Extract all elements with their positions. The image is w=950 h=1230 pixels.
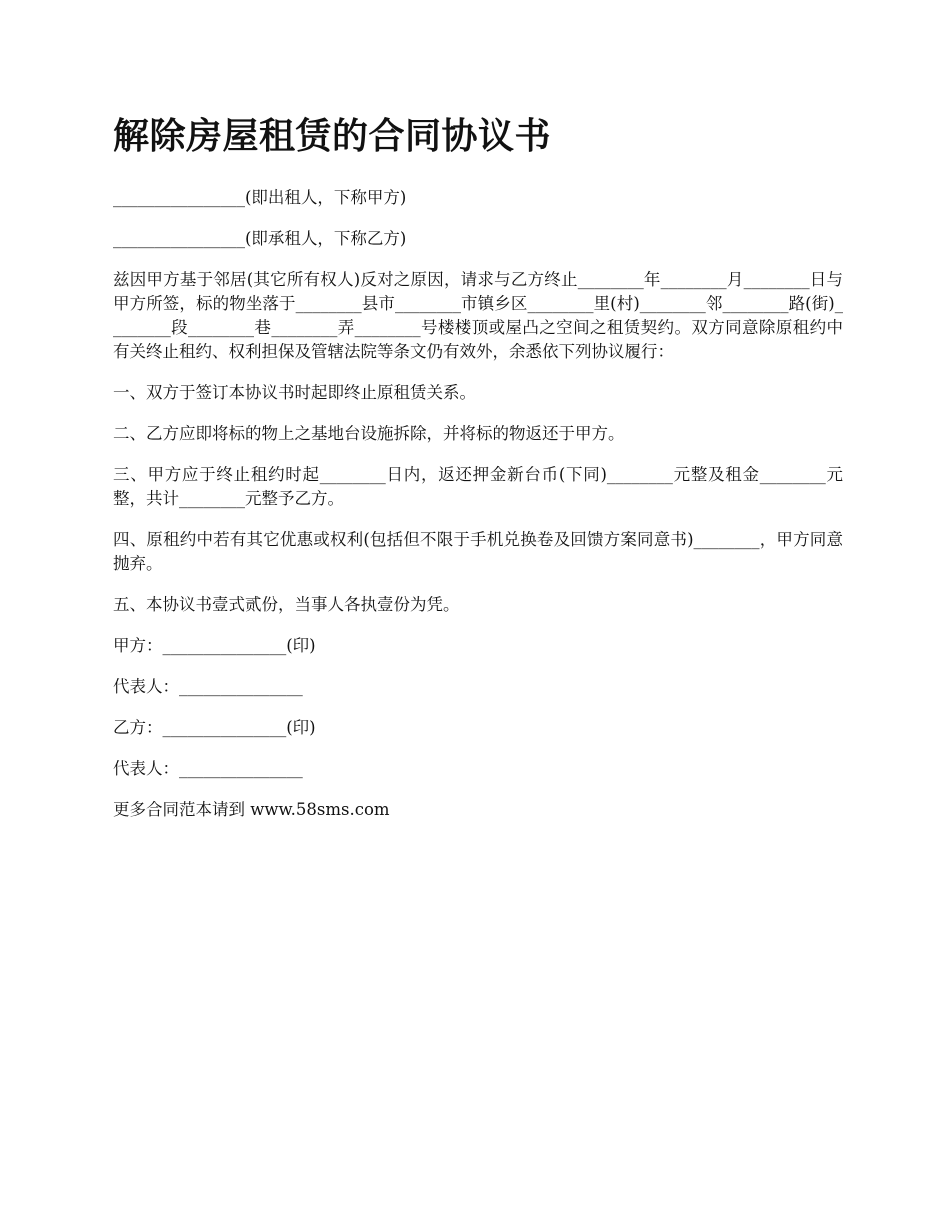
clause-5: 五、本协议书壹式贰份，当事人各执壹份为凭。 (113, 595, 460, 614)
party-a-signature: 甲方：_______________(印) (113, 636, 316, 655)
party-b-representative: 代表人：_______________ (113, 759, 303, 778)
lessor-line: ________________(即出租人，下称甲方) (113, 188, 407, 207)
preamble-paragraph: 兹因甲方基于邻居(其它所有权人)反对之原因，请求与乙方终止________年________月________日与甲方所签，标的物坐落于________县市________市镇乡区________里(村)________邻________路(街)________段________巷________弄________号楼楼顶或屋凸之空间之租赁契约。双方同意除原租约中有关终止租约、权利担保及管辖法院等条文仍有效外，余悉依下列协议履行： (113, 270, 843, 361)
party-b-signature: 乙方：_______________(印) (113, 718, 316, 737)
party-a-representative: 代表人：_______________ (113, 677, 303, 696)
clause-1: 一、双方于签订本协议书时起即终止原租赁关系。 (113, 383, 476, 402)
lessee-line: ________________(即承租人，下称乙方) (113, 229, 407, 248)
clause-2: 二、乙方应即将标的物上之基地台设施拆除，并将标的物返还于甲方。 (113, 424, 625, 443)
document-page (113, 110, 843, 839)
document-title: 解除房屋租赁的合同协议书 (113, 115, 552, 157)
clause-3: 三、甲方应于终止租约时起________日内，返还押金新台币(下同)________元整及租金________元整，共计________元整予乙方。 (113, 465, 843, 508)
clause-4: 四、原租约中若有其它优惠或权利(包括但不限于手机兑换卷及回馈方案同意书)________，甲方同意抛弃。 (113, 530, 843, 573)
footer-note: 更多合同范本请到 www.58sms.com (113, 800, 390, 819)
